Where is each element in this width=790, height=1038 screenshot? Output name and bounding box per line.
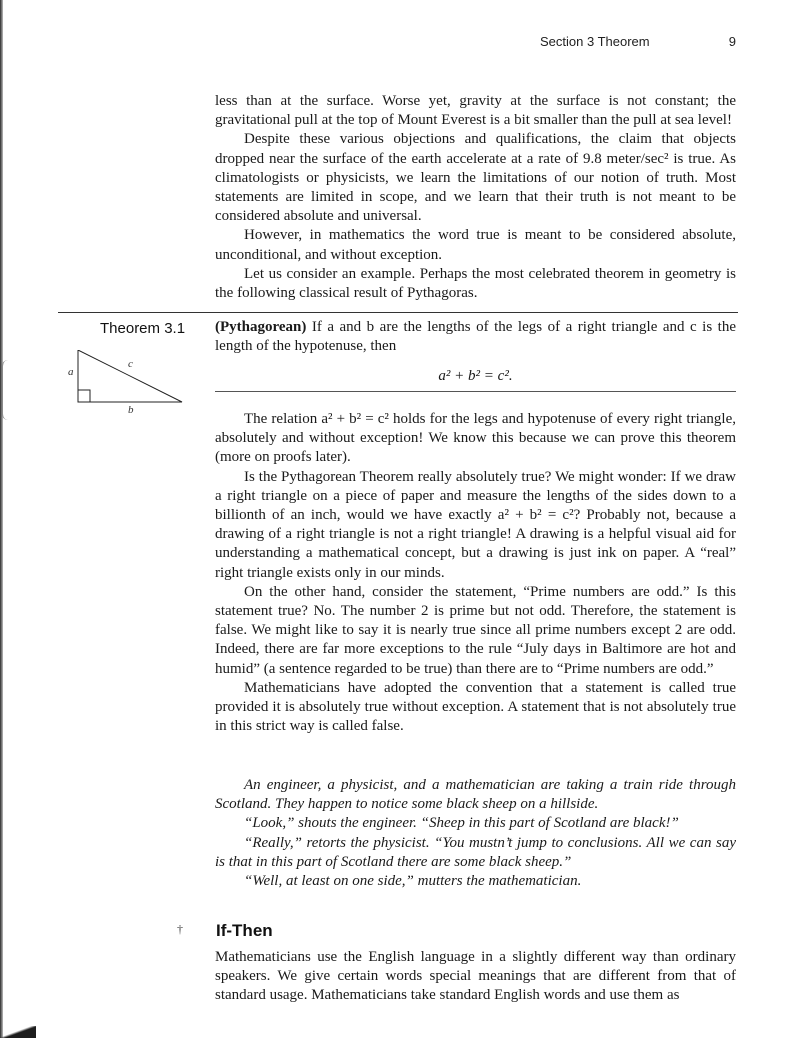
margin-dagger-mark: † <box>177 922 183 936</box>
intro-text <box>215 92 736 303</box>
theorem-top-rule <box>58 312 738 313</box>
final-text <box>215 948 736 1006</box>
body-paragraph-4: Mathematicians have adopted the convention that a statement is called true provided it is absolutely true without exception. A statement that is not absolutely true in this strict way is called false. <box>215 679 736 735</box>
hypotenuse-c-label: c <box>128 358 133 370</box>
joke-line-4: “Well, at least on one side,” mutters the mathematician. <box>244 873 582 890</box>
intro-paragraph-4: Let us consider an example. Perhaps the most celebrated theorem in geometry is the following classical result of Pythagoras. <box>215 265 736 302</box>
right-triangle-figure <box>60 350 190 425</box>
joke-line-1: An engineer, a physicist, and a mathematician are taking a train ride through Scotland. They happen to notice some black sheep on a hillside. <box>215 777 736 813</box>
intro-paragraph-1: less than at the surface. Worse yet, gravity at the surface is not constant; the gravitational pull at the top of Mount Everest is a bit smaller than the pull at sea level! <box>215 93 736 129</box>
theorem-label: Theorem 3.1 <box>100 320 186 337</box>
body-paragraph-3: On the other hand, consider the statement, “Prime numbers are odd.” Is this statement true? No. The number 2 is prime but not odd. Therefore, the statement is false. We might like to say it is nearly true since all prime numbers except 2 are odd. Indeed, there are far more exceptions to the rule “July days in Baltimore are hot and humid” (a sentence regarded to be true) than there are to “Prime numbers are odd.” <box>215 583 736 677</box>
theorem-statement <box>215 318 736 356</box>
scan-page-curl <box>2 360 9 420</box>
scan-edge <box>0 0 3 1038</box>
scan-corner-shadow <box>0 1026 36 1038</box>
joke-block <box>215 776 736 891</box>
joke-line-2: “Look,” shouts the engineer. “Sheep in this part of Scotland are black!” <box>244 815 679 832</box>
theorem-statement-text: If a and b are the lengths of the legs of a right triangle and c is the length of the hypotenuse, then <box>215 319 736 355</box>
section-heading-if-then: If-Then <box>216 921 273 940</box>
intro-paragraph-3: However, in mathematics the word true is meant to be considered absolute, unconditional, and without exception. <box>215 227 736 263</box>
joke-line-3: “Really,” retorts the physicist. “You mustn’t jump to conclusions. All we can say is that in this part of Scotland there are some black sheep.” <box>215 834 736 870</box>
body-paragraph-1: The relation a² + b² = c² holds for the legs and hypotenuse of every right triangle, absolutely and without exception! We know this because we can prove this theorem (more on proofs later). <box>215 411 736 466</box>
body-text <box>215 410 736 736</box>
intro-paragraph-2: Despite these various objections and qualifications, the claim that objects dropped near the surface of the earth accelerate at a rate of 9.8 meter/sec² is true. As climatologists or physicists, we learn the limitations of our notion of truth. Most statements are limited in scope, and we learn that their truth is not meant to be considered absolute and universal. <box>215 131 736 225</box>
theorem-name: (Pythagorean) <box>215 319 307 335</box>
final-paragraph: Mathematicians use the English language in a slightly different way than ordinary speakers. We give certain words special meanings that are different from that of standard usage. Mathematicians take standard English words and use them as <box>215 949 736 1004</box>
running-head-section: Section 3 Theorem <box>540 34 650 49</box>
theorem-bottom-rule <box>215 391 736 392</box>
theorem-equation: a² + b² = c². <box>438 368 513 384</box>
leg-a-label: a <box>68 366 74 378</box>
right-triangle-drawing <box>60 350 190 420</box>
page-number: 9 <box>728 34 736 49</box>
leg-b-label: b <box>128 404 134 416</box>
body-paragraph-2: Is the Pythagorean Theorem really absolutely true? We might wonder: If we draw a right triangle on a piece of paper and measure the lengths of the sides down to a billionth of an inch, would we have exactly a² + b² = c²? Probably not, because a drawing of a right triangle is not a right triangle! A drawing is a helpful visual aid for understanding a mathematical concept, but a drawing is just ink on paper. A “real” right triangle exists only in our minds. <box>215 468 736 581</box>
